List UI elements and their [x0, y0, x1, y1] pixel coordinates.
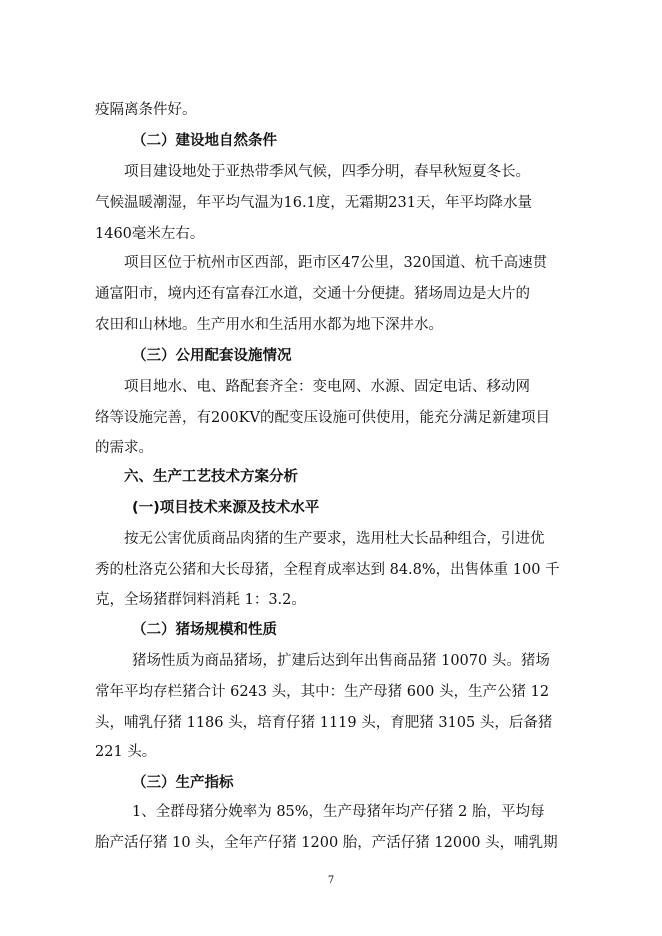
paragraph-line: 秀的杜洛克公猪和大长母猪，全程育成率达到 84.8%，出售体重 100 千: [95, 562, 560, 578]
paragraph-line: 221 头。: [95, 744, 157, 760]
paragraph-line: 胎产活仔猪 10 头，全年产仔猪 1200 胎，产活仔猪 12000 头，哺乳期: [95, 835, 558, 851]
paragraph-line: 的需求。: [95, 440, 153, 456]
section-heading-site-conditions: （二）建设地自然条件: [132, 133, 277, 149]
paragraph-line: 项目区位于杭州市区西部，距市区47公里，320国道、杭千高速贯: [124, 255, 548, 271]
section-heading-farm-scale: （二）猪场规模和性质: [132, 622, 277, 638]
paragraph-line: 按无公害优质商品肉猪的生产要求，选用杜大长品种组合，引进优: [124, 531, 545, 547]
paragraph-line: 猪场性质为商品猪场，扩建后达到年出售商品猪 10070 头。猪场: [132, 653, 550, 669]
paragraph-line: 络等设施完善，有200KV的配变压设施可供使用，能充分满足新建项目: [95, 410, 550, 426]
paragraph-line: 头，哺乳仔猪 1186 头，培育仔猪 1119 头，育肥猪 3105 头，后备猪: [95, 715, 553, 731]
paragraph-line: 克，全场猪群饲料消耗 1：3.2。: [95, 592, 306, 608]
paragraph-line: 项目地水、电、路配套齐全：变电网、水源、固定电话、移动网: [124, 379, 530, 395]
paragraph-line: 1、全群母猪分娩率为 85%，生产母猪年均产仔猪 2 胎，平均每: [132, 804, 545, 820]
paragraph-line: 常年平均存栏猪合计 6243 头，其中：生产母猪 600 头，生产公猪 12: [95, 684, 550, 700]
page-number: 7: [327, 875, 335, 886]
paragraph-line: 疫隔离条件好。: [95, 102, 197, 118]
paragraph-line: 通富阳市，境内还有富春江水道，交通十分便捷。猪场周边是大片的: [95, 286, 530, 302]
section-heading-technology-source: (一)项目技术来源及技术水平: [132, 500, 320, 516]
chapter-heading-process-analysis: 六、生产工艺技术方案分析: [124, 469, 298, 485]
section-heading-utilities: （三）公用配套设施情况: [132, 348, 292, 364]
paragraph-line: 项目建设地处于亚热带季风气候，四季分明，春早秋短夏冬长。: [124, 164, 530, 180]
paragraph-line: 农田和山林地。生产用水和生活用水都为地下深井水。: [95, 317, 443, 333]
paragraph-line: 气候温暖潮湿，年平均气温为16.1度，无霜期231天，年平均降水量: [95, 195, 532, 211]
paragraph-line: 1460毫米左右。: [95, 226, 205, 242]
section-heading-production-indicators: （三）生产指标: [132, 775, 234, 791]
